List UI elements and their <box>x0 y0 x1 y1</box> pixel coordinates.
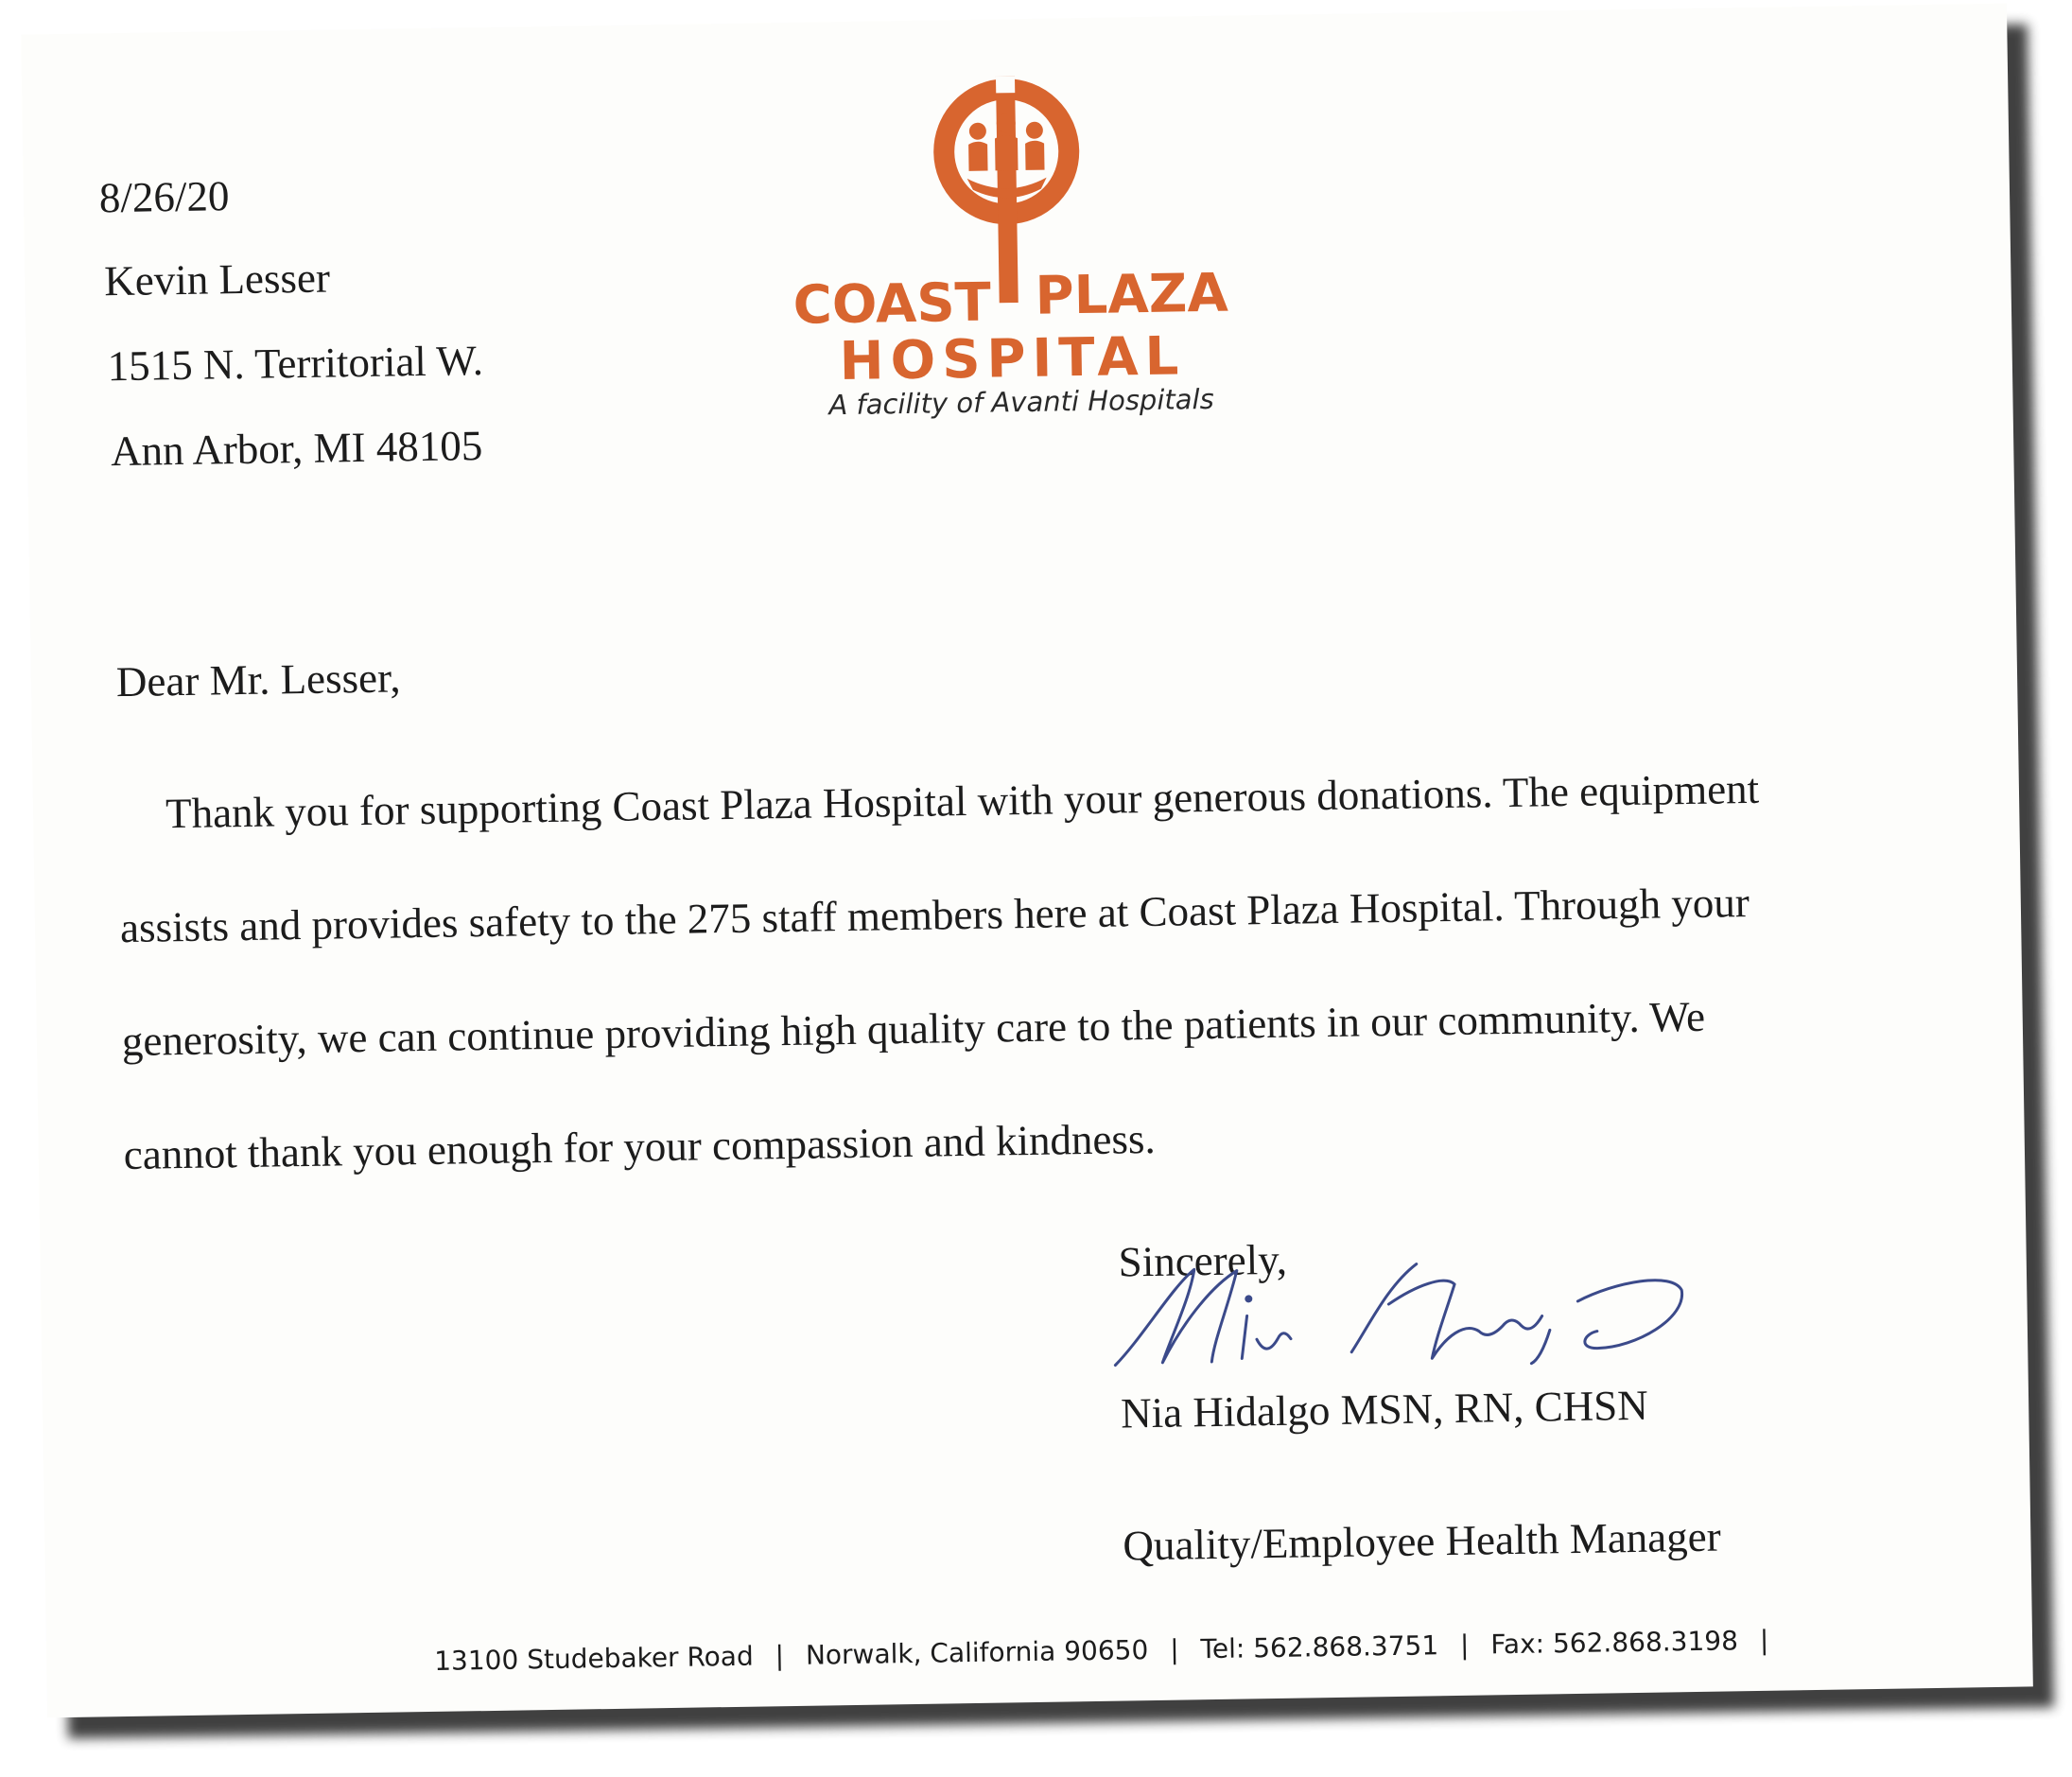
letter-footer <box>434 1625 1783 1677</box>
footer-separator: | <box>1459 1629 1470 1661</box>
recipient-name: Kevin Lesser <box>103 253 331 305</box>
footer-separator: | <box>1759 1624 1769 1656</box>
body-line: assists and provides safety to the 275 staff members here at Coast Plaza Hospital. Through your <box>119 879 1750 952</box>
letter-closing: Sincerely, <box>1118 1235 1288 1286</box>
recipient-city: Ann Arbor, MI 48105 <box>110 421 483 476</box>
body-line: generosity, we can continue providing high quality care to the patients in our community. We <box>121 992 1706 1066</box>
footer-address: 13100 Studebaker Road <box>433 1640 754 1677</box>
signer-title: Quality/Employee Health Manager <box>1122 1512 1722 1570</box>
footer-tel: Tel: 562.868.3751 <box>1200 1629 1439 1665</box>
logo-word-hospital: HOSPITAL <box>839 325 1186 393</box>
letter-date: 8/26/20 <box>98 172 230 222</box>
recipient-street: 1515 N. Territorial W. <box>107 336 484 391</box>
logo-word-coast: COAST <box>792 271 992 337</box>
hospital-logo <box>792 72 1238 438</box>
body-line: Thank you for supporting Coast Plaza Hospital with your generous donations. The equipment <box>165 764 1760 838</box>
handwritten-signature <box>1105 1243 1712 1380</box>
letter-page <box>21 4 2033 1718</box>
body-line: cannot thank you enough for your compassion and kindness. <box>123 1114 1157 1179</box>
letter-salutation: Dear Mr. Lesser, <box>115 653 401 706</box>
signer-name: Nia Hidalgo MSN, RN, CHSN <box>1120 1381 1649 1437</box>
logo-tagline: A facility of Avanti Hospitals <box>828 382 1214 422</box>
footer-city: Norwalk, California 90650 <box>805 1634 1149 1671</box>
footer-fax: Fax: 562.868.3198 <box>1490 1625 1739 1661</box>
logo-word-plaza: PLAZA <box>1035 262 1229 327</box>
footer-separator: | <box>775 1640 785 1672</box>
footer-separator: | <box>1169 1633 1179 1665</box>
